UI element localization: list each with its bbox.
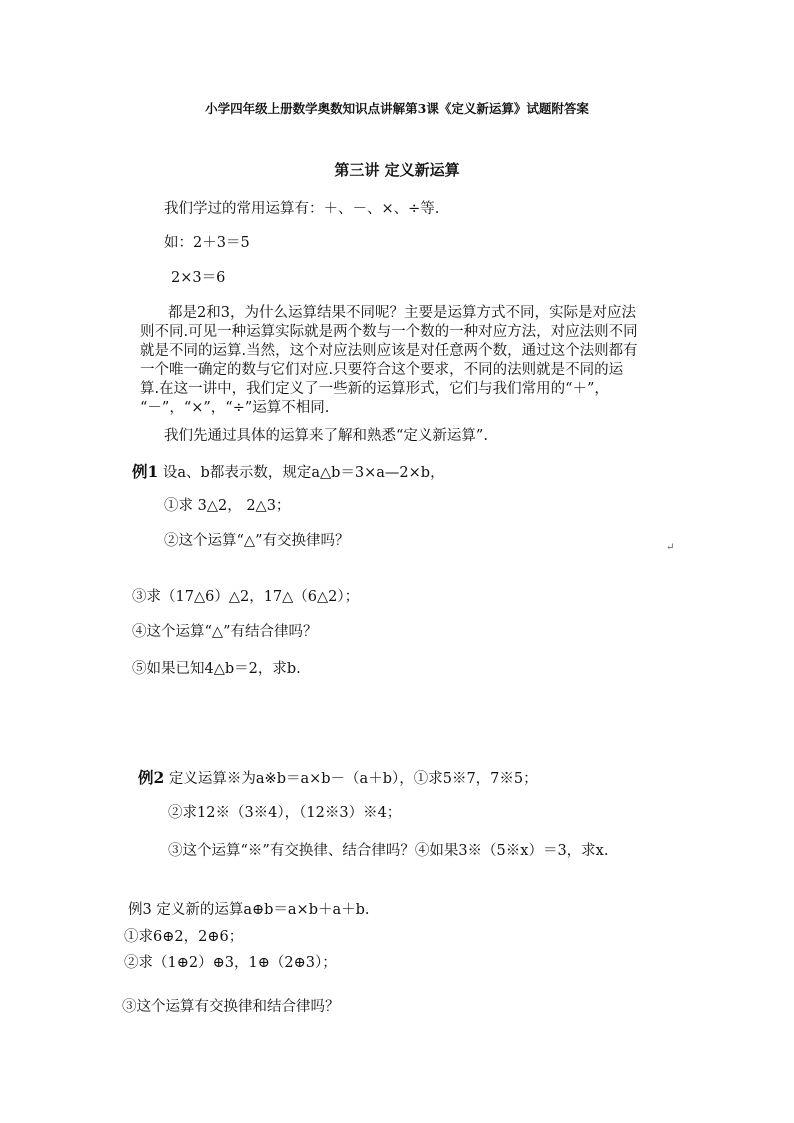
intro-paragraph: [140, 304, 680, 418]
example3-statement: 例3 定义新的运算a⊕b＝a×b＋a＋b.: [128, 902, 370, 918]
lecture-title: 第三讲 定义新运算: [334, 161, 460, 179]
example1-question-5: ⑤如果已知4△b＝2，求b.: [132, 661, 301, 677]
example2-question-2: ②求12※（3※4），（12※3）※4；: [168, 805, 402, 821]
example2-statement-line: [138, 769, 538, 788]
example3-question-2: ②求（1⊕2）⊕3，1⊕（2⊕3）；: [124, 955, 337, 971]
intro-line-example-add: 如：2＋3＝5: [164, 235, 250, 251]
example1-statement: 设a、b都表示数，规定a△b＝3×a—2×b，: [162, 465, 445, 481]
paragraph-return-mark: ↵: [666, 542, 675, 553]
intro-paragraph-line: 一个唯一确定的数与它们对应.只要符合这个要求，不同的法则就是不同的运: [140, 362, 624, 378]
intro-paragraph-line: “－”，“×”，“÷”运算不相同.: [140, 400, 330, 416]
example1-label: 例1: [132, 462, 159, 481]
example1-question-4: ④这个运算“△”有结合律吗？: [132, 624, 318, 640]
intro-line-example-mul: 2×3＝6: [171, 270, 226, 286]
example3-question-3: ③这个运算有交换律和结合律吗？: [122, 999, 340, 1015]
example2-question-3: ③这个运算“※”有交换律、结合律吗？④如果3※（5※x）＝3，求x.: [168, 843, 609, 859]
example1-question-3: ③求（17△6）△2，17△（6△2）；: [132, 589, 360, 605]
intro-line-familiarize: 我们先通过具体的运算来了解和熟悉“定义新运算”.: [164, 428, 488, 444]
intro-paragraph-line: 就是不同的运算.当然，这个对应法则应该是对任意两个数，通过这个法则都有: [140, 343, 638, 359]
example2-statement: 定义运算※为a※b＝a×b－（a＋b），①求5※7，7※5；: [168, 771, 538, 787]
document-header: 小学四年级上册数学奥数知识点讲解第3课《定义新运算》试题附答案: [205, 101, 589, 116]
intro-paragraph-line: 都是2和3，为什么运算结果不同呢？主要是运算方式不同，实际是对应法: [168, 305, 636, 321]
example1-question-2: ②这个运算“△”有交换律吗？: [164, 533, 350, 549]
intro-paragraph-line: 则不同.可见一种运算实际就是两个数与一个数的一种对应方法，对应法则不同: [140, 324, 638, 340]
intro-line-operations: 我们学过的常用运算有：＋、－、×、÷等.: [164, 201, 440, 217]
example1-question-1: ①求 3△2， 2△3；: [164, 498, 291, 514]
example3-question-1: ①求6⊕2，2⊕6；: [124, 929, 244, 945]
example2-label: 例2: [138, 768, 165, 787]
intro-paragraph-line: 算.在这一讲中，我们定义了一些新的运算形式，它们与我们常用的“＋”，: [140, 381, 609, 397]
example1-statement-line: [132, 463, 445, 482]
